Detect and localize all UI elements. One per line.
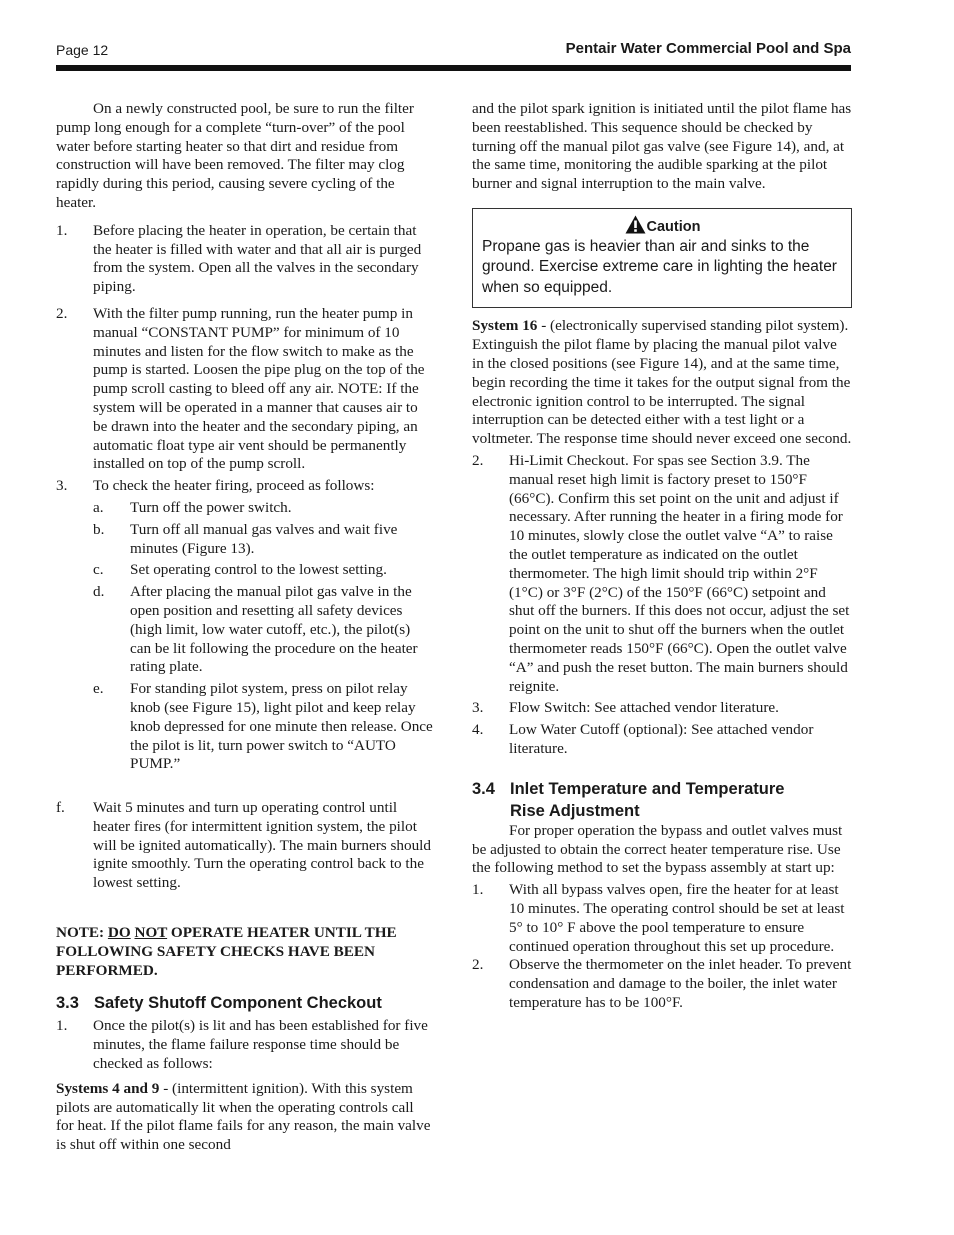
item-text: Before placing the heater in operation, be certain that the heater is filled with water and that all air is purged from the system. Open all the valves in the secondary piping. [93,221,422,296]
list-item [56,222,434,297]
intro-paragraph: On a newly constructed pool, be sure to run the filter pump long enough for a complete “turn-over” of the pool water before starting heater so that dirt and residue from construction will have been removed. The filter may clog rapidly during this period, causing severe cycling of the heater. [56,100,414,211]
header-rule [56,65,851,71]
item-number: 3. [56,477,68,495]
section-intro: For proper operation the bypass and outlet valves must be adjusted to obtain the correct heater temperature rise. Use the following method to set the bypass assembly at start up: [472,821,843,877]
item-text: Low Water Cutoff (optional): See attached vendor literature. [509,721,814,758]
list-item [56,305,434,474]
sub-item-text: Turn off all manual gas valves and wait five minutes (Figure 13). [130,520,398,557]
systems-label: Systems 4 and 9 [56,1079,160,1097]
section-heading [472,778,852,822]
item-text: With the filter pump running, run the heater pump in manual “CONSTANT PUMP” for minimum of 10 minutes and listen for the flow switch to make as the pump is started. Loosen the pipe plug on the top of the pump scroll casting to bleed off any air. NOTE: If the system will be operated in a manner that causes air to be drawn into the heater and the secondary piping, an automatic float type air vent should be permanently installed on top of the pump scroll. [93,304,425,473]
system-16-paragraph: System 16 - (electronically supervised standing pilot system). Extinguish the pilot flame by placing the manual pilot valve in the closed positions (see Figure 14), and at the same time, begin recording the time it takes for the output signal from the electronic ignition control to be interrupted. The signal interruption can be detected either with a test light or a voltmeter. The response time should never exceed one second. [472,317,852,448]
section-heading [56,992,434,1014]
item-number: 1. [472,881,484,899]
caution-title: Caution [646,218,701,235]
safety-note: NOTE: DO NOT OPERATE HEATER UNTIL THE FOLLOWING SAFETY CHECKS HAVE BEEN PERFORMED. [56,924,397,979]
item-text: Observe the thermometer on the inlet header. To prevent condensation and damage to the boiler, the inlet water temperature has to be 100°F. [509,956,852,1011]
section-number: 3.4 [472,779,495,798]
section-title-line-2: Rise Adjustment [510,801,640,820]
sub-list-item [56,583,434,677]
item-letter: f. [56,799,65,817]
item-number: 4. [472,721,484,739]
system-label: System 16 [472,317,538,335]
list-item [472,452,852,696]
item-text: To check the heater firing, proceed as follows: [93,477,375,495]
caution-box [472,208,852,309]
sub-list-item [56,680,434,774]
sub-list-item [56,499,434,518]
caution-heading [482,215,843,237]
warning-triangle-icon [625,215,646,234]
caution-text: Propane gas is heavier than air and sinks to the ground. Exercise extreme care in lighting the heater when so equipped. [482,237,837,296]
right-column [472,100,852,1013]
item-number: 1. [56,1017,68,1035]
list-item [56,477,434,496]
sub-item-letter: b. [93,520,105,538]
list-item [56,799,434,893]
list-item [472,699,852,718]
continued-paragraph: and the pilot spark ignition is initiated until the pilot flame has been reestablished. This sequence should be checked by turning off the manual pilot gas valve (see Figure 14), and, at the same time, monitoring the audible sparking at the pilot burner and signal interruption to the main valve. [472,100,852,193]
item-text: Once the pilot(s) is lit and has been established for five minutes, the flame failure response time should be checked as follows: [93,1017,428,1073]
sub-list-item [56,521,434,559]
item-text: Flow Switch: See attached vendor literature. [509,699,779,717]
section-title: Safety Shutoff Component Checkout [94,994,382,1013]
page-header [56,40,851,62]
sub-item-letter: c. [93,561,104,579]
sub-item-letter: d. [93,583,105,601]
sub-item-letter: e. [93,680,104,698]
left-column [56,100,434,1155]
sub-list-item [56,561,434,580]
item-number: 2. [472,956,484,974]
item-text: With all bypass valves open, fire the heater for at least 10 minutes. The operating control should be set at least 5° to 10° F above the pool temperature to ensure continued operation throughout this set up procedure. [509,881,845,955]
item-text: Hi-Limit Checkout. For spas see Section 3.9. The manual reset high limit is factory preset to 150°F (66°C). Confirm this set point on the unit and adjust if necessary. After running the heater in a firing mode for 10 minutes, slowly close the outlet valve “A” to raise the outlet temperature as indicated on the outlet thermometer. The high limit should trip within 2°F (1°C) or 3°F (2°C) of the 150°F (66°C) setpoint and shut off the burners. If this does not occur, adjust the set point on the unit to shut off the burners when the outlet thermometer reads 150°F (66°C). Open the outlet valve “A” and push the reset button. The main burners should reignite. [509,452,850,695]
systems-4-9-paragraph: Systems 4 and 9 - (intermittent ignition). With this system pilots are automatically lit when the operating controls call for heat. If the pilot flame fails for any reason, the main valve is shut off within one second [56,1079,431,1154]
item-number: 3. [472,699,484,717]
sub-item-text: For standing pilot system, press on pilot relay knob (see Figure 15), light pilot and keep relay knob depressed for one minute then release. Once the pilot is lit, turn power switch to “AUTO PUMP.” [130,680,433,773]
sub-item-text: Set operating control to the lowest setting. [130,561,387,579]
section-number: 3.3 [56,994,79,1013]
page-number: Page 12 [56,42,109,58]
item-number: 2. [56,304,68,322]
item-number: 1. [56,221,68,239]
sub-item-text: Turn off the power switch. [130,498,292,516]
sub-item-letter: a. [93,498,104,516]
item-number: 2. [472,452,484,470]
list-item [472,721,852,759]
company-name: Pentair Water Commercial Pool and Spa [565,40,851,57]
item-text: Wait 5 minutes and turn up operating control until heater fires (for intermittent ignition system, the pilot will be ignited automatically). The main burners should ignite smoothly. Turn the operating control back to the lowest setting. [93,799,431,892]
sub-item-text: After placing the manual pilot gas valve in the open position and resetting all safety devices (high limit, low water cutoff, etc.), the pilot(s) can be lit following the procedure on the heater rating plate. [130,583,418,676]
list-item [472,956,852,1012]
section-title: Inlet Temperature and Temperature [510,779,785,798]
list-item [56,1017,434,1073]
list-item [472,881,852,956]
